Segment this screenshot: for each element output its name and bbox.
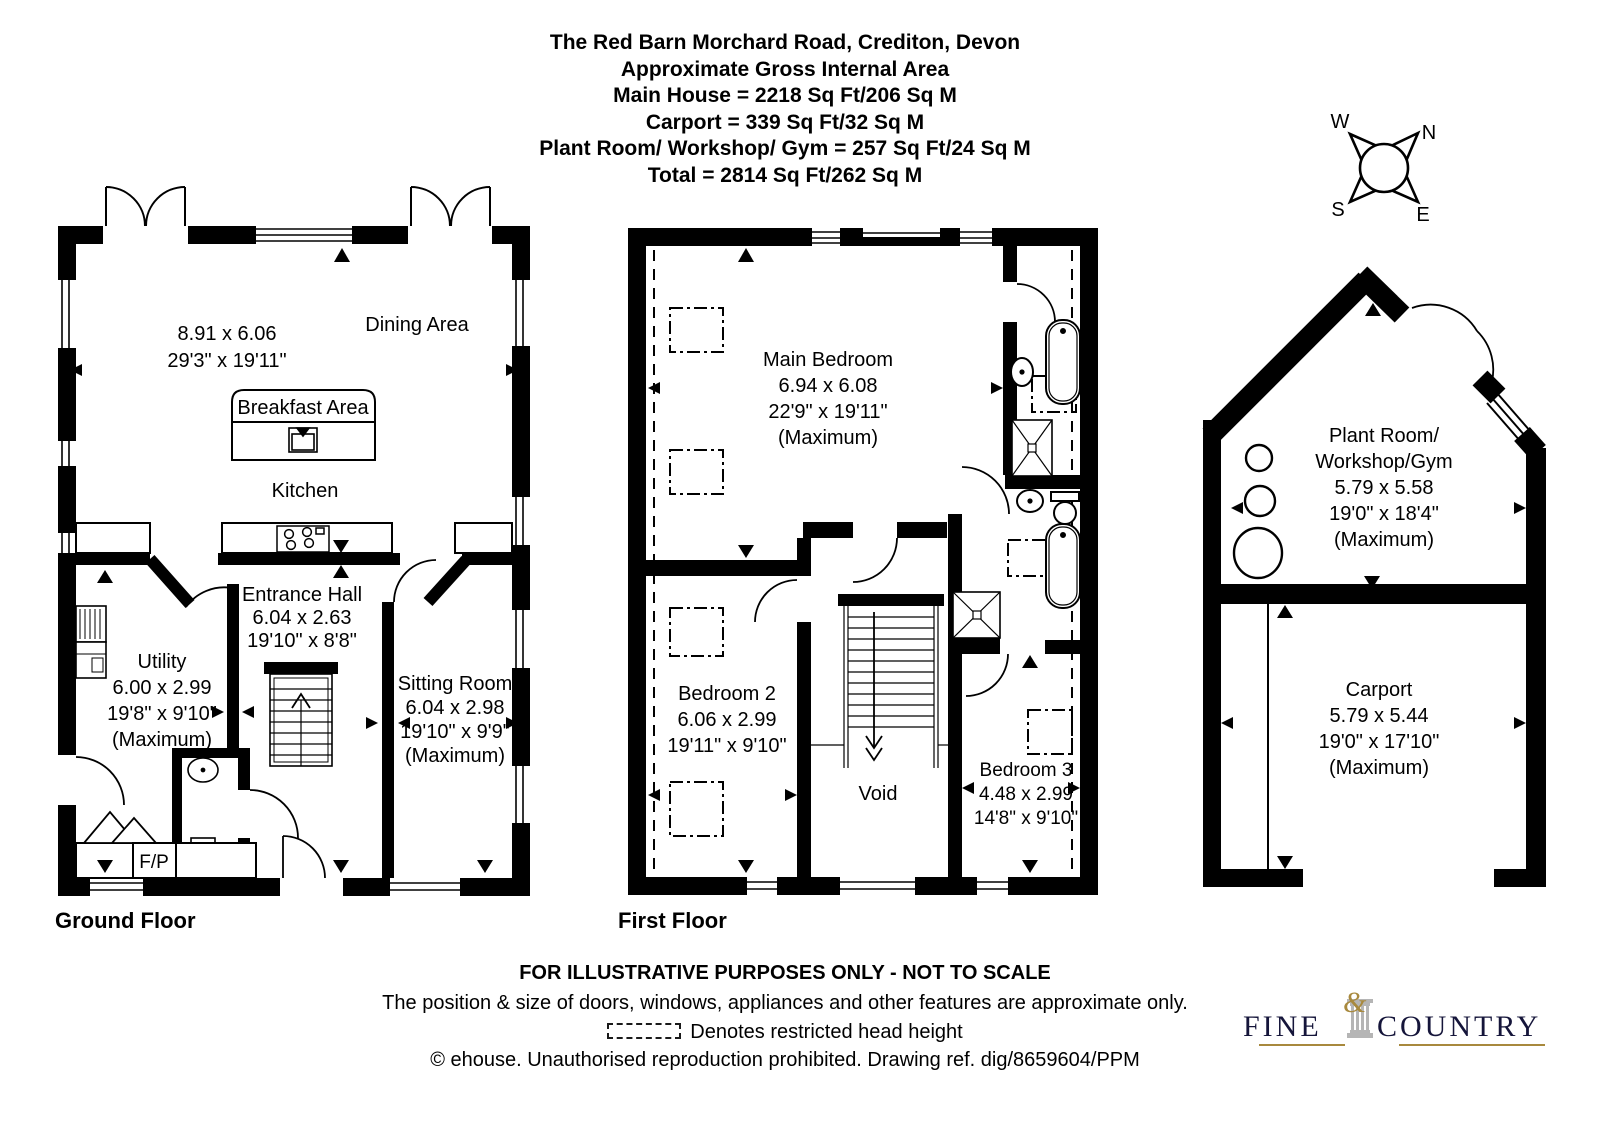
bathroom2-door-arc: [962, 467, 1009, 514]
area-total: Total = 2814 Sq Ft/262 Sq M: [647, 163, 923, 187]
carport-label: Carport: [1345, 679, 1413, 701]
sitting-room-dims-m: 6.04 x 2.98: [405, 697, 505, 719]
plant-room-dims-ft: 19'0" x 18'4": [1329, 503, 1439, 525]
disclaimer-line3: [280, 1021, 1290, 1044]
footer-disclaimer: [280, 962, 1290, 1072]
bedroom2-door-arc: [755, 580, 797, 622]
first-floor-label: First Floor: [618, 908, 727, 933]
toilet-cistern-icon: [1051, 492, 1079, 501]
kitchen-label: Kitchen: [271, 480, 339, 502]
void-label: Void: [858, 783, 898, 805]
entrance-hall-label: Entrance Hall: [241, 584, 363, 606]
title-block: [330, 30, 1240, 189]
disclaimer-line2: The position & size of doors, windows, appliances and other features are approximate only.: [382, 992, 1188, 1014]
area-plant-room: Plant Room/ Workshop/ Gym = 257 Sq Ft/24 Sq M: [539, 137, 1031, 160]
utility-appliances: [76, 606, 106, 678]
main-bedroom-dims-ft: 22'9" x 19'11": [768, 401, 888, 423]
entrance-hall-dims-ft: 19'10" x 8'8": [247, 630, 357, 652]
page-title: The Red Barn Morchard Road, Crediton, Devon: [549, 31, 1021, 54]
sitting-room-dims-ft: 19'10" x 9'9": [400, 721, 510, 743]
fireplace-label: F/P: [139, 852, 169, 873]
ground-floor-plan: [40, 180, 560, 905]
sitting-room-label: Sitting Room: [397, 673, 513, 695]
utility-label: Utility: [137, 651, 187, 673]
tank-icon: [1245, 486, 1275, 516]
plant-room-window: [1487, 393, 1531, 442]
disclaimer-line1: FOR ILLUSTRATIVE PURPOSES ONLY - NOT TO SCALE: [519, 962, 1051, 984]
main-bedroom-door-arc: [853, 538, 897, 582]
breakfast-area-label: Breakfast Area: [237, 397, 369, 419]
ground-stairs: [264, 662, 338, 766]
french-doors: [106, 187, 490, 226]
plant-room-dims-m: 5.79 x 5.58: [1334, 477, 1434, 499]
bedroom2-label: Bedroom 2: [678, 683, 776, 705]
front-door-arc: [283, 836, 325, 878]
plant-room-double-doors: [1412, 305, 1493, 385]
open-plan-dims-ft: 29'3" x 19'11": [167, 350, 287, 372]
fine-and-country-logo: [1243, 986, 1563, 1060]
bedroom2-dims-m: 6.06 x 2.99: [677, 709, 777, 731]
plant-room-label-2: Workshop/Gym: [1315, 451, 1453, 473]
logo-ampersand: &: [1343, 986, 1367, 1019]
main-bedroom-max: (Maximum): [778, 427, 878, 449]
carport-dims-ft: 19'0" x 17'10": [1318, 731, 1440, 753]
bedroom3-door-arc: [966, 654, 1008, 696]
utility-door-arc: [186, 587, 232, 607]
first-floor-plan: [610, 200, 1120, 905]
compass-label-w: W: [1330, 111, 1350, 133]
carport-dims-m: 5.79 x 5.44: [1329, 705, 1429, 727]
restricted-head-height-key-icon: [607, 1023, 681, 1039]
compass-label-e: E: [1416, 204, 1430, 226]
subtitle: Approximate Gross Internal Area: [620, 57, 950, 81]
bedroom3-label: Bedroom 3: [979, 760, 1073, 781]
bedroom3-dims-ft: 14'8" x 9'10": [973, 808, 1079, 829]
area-main-house: Main House = 2218 Sq Ft/206 Sq M: [613, 84, 957, 107]
bathroom1-door-arc: [1017, 284, 1055, 322]
plant-room-max: (Maximum): [1334, 529, 1434, 551]
toilet-icon: [1054, 502, 1076, 524]
main-bedroom-dims-m: 6.94 x 6.08: [778, 375, 878, 397]
logo-word-fine: FINE: [1243, 1010, 1322, 1043]
bedroom2-dims-ft: 19'11" x 9'10": [667, 735, 787, 757]
first-stairs: [811, 594, 948, 768]
utility-external-door-arc: [76, 757, 124, 805]
stairs-down-arrow: [866, 612, 882, 760]
utility-max: (Maximum): [112, 729, 212, 751]
dining-area-label: Dining Area: [365, 314, 469, 336]
logo-gold-underline: [1259, 1044, 1345, 1046]
entrance-hall-dims-m: 6.04 x 2.63: [252, 607, 352, 629]
logo-gold-underline: [1399, 1044, 1545, 1046]
compass-circle: [1360, 144, 1408, 192]
sitting-room-max: (Maximum): [405, 745, 505, 767]
disclaimer-line4: © ehouse. Unauthorised reproduction prohibited. Drawing ref. dig/8659604/PPM: [430, 1049, 1140, 1071]
carport-max: (Maximum): [1329, 757, 1429, 779]
compass-rose: [1300, 95, 1465, 240]
plant-room-label-1: Plant Room/: [1328, 425, 1440, 447]
utility-dims-ft: 19'8" x 9'10": [107, 703, 217, 725]
ground-floor-label: Ground Floor: [55, 908, 196, 933]
tank-icon: [1246, 445, 1272, 471]
compass-label-s: S: [1331, 199, 1345, 221]
open-plan-dims-m: 8.91 x 6.06: [177, 323, 277, 345]
main-bedroom-label: Main Bedroom: [762, 349, 894, 371]
disclaimer-line3-text: Denotes restricted head height: [690, 1021, 963, 1043]
outbuilding-plan: [1190, 255, 1560, 900]
area-carport: Carport = 339 Sq Ft/32 Sq M: [645, 110, 925, 134]
wc-door-arc: [250, 790, 298, 838]
logo-word-country: COUNTRY: [1377, 1010, 1542, 1043]
compass-label-n: N: [1421, 122, 1437, 144]
utility-dims-m: 6.00 x 2.99: [112, 677, 212, 699]
tank-icon: [1234, 528, 1282, 578]
bedroom3-dims-m: 4.48 x 2.99: [978, 784, 1074, 805]
